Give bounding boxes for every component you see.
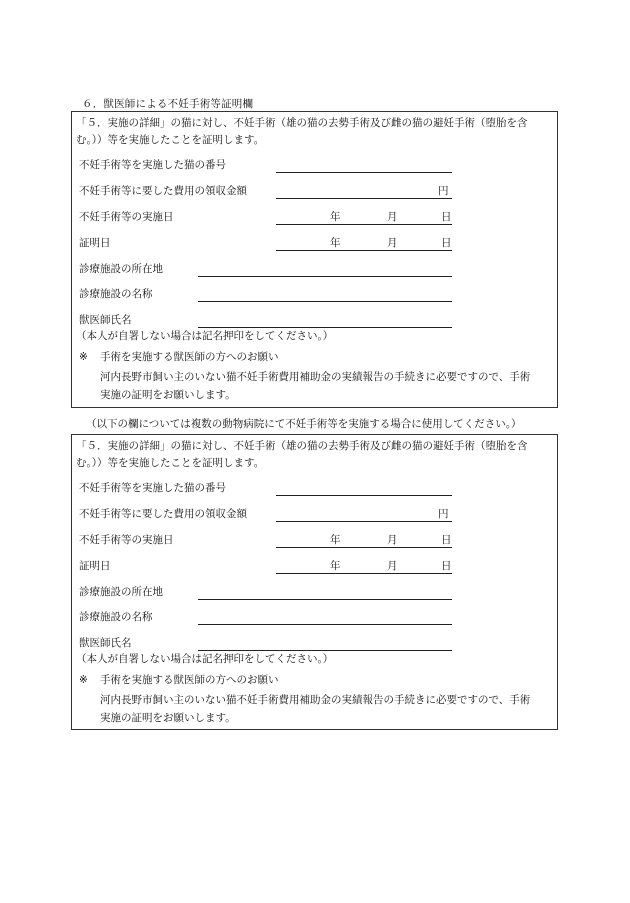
receipt-field[interactable] bbox=[276, 521, 452, 522]
year-unit: 年 bbox=[330, 560, 341, 572]
signature-note: （本人が自署しない場合は記名押印をしてください。） bbox=[76, 330, 334, 342]
certificate-box-2 bbox=[71, 434, 558, 730]
receipt-label: 不妊手術等に要した費用の領収金額 bbox=[79, 508, 247, 520]
year-unit: 年 bbox=[330, 211, 341, 223]
request-line-2: 実施の証明をお願いします。 bbox=[100, 712, 236, 724]
month-unit: 月 bbox=[387, 237, 398, 249]
clinic-name-label: 診療施設の名称 bbox=[79, 611, 153, 623]
cert-date-field[interactable] bbox=[276, 573, 452, 574]
clinic-address-label: 診療施設の所在地 bbox=[79, 586, 163, 598]
vet-name-label: 獣医師氏名 bbox=[79, 637, 132, 649]
clinic-address-field[interactable] bbox=[198, 599, 452, 600]
clinic-name-field[interactable] bbox=[198, 624, 452, 625]
day-unit: 日 bbox=[441, 237, 452, 249]
request-mark: ※ bbox=[79, 351, 88, 363]
certificate-box-1 bbox=[71, 111, 558, 408]
intro-line-2: む。））等を実施したことを証明します。 bbox=[76, 134, 265, 146]
surgery-date-field[interactable] bbox=[276, 224, 452, 225]
clinic-name-field[interactable] bbox=[198, 301, 452, 302]
cert-date-label: 証明日 bbox=[79, 237, 111, 249]
month-unit: 月 bbox=[387, 560, 398, 572]
request-line-2: 実施の証明をお願いします。 bbox=[100, 389, 236, 401]
receipt-field[interactable] bbox=[276, 198, 452, 199]
receipt-label: 不妊手術等に要した費用の領収金額 bbox=[79, 185, 247, 197]
day-unit: 日 bbox=[441, 211, 452, 223]
cert-date-label: 証明日 bbox=[79, 560, 111, 572]
day-unit: 日 bbox=[441, 560, 452, 572]
yen-unit: 円 bbox=[438, 508, 449, 520]
surgery-date-label: 不妊手術等の実施日 bbox=[79, 534, 174, 546]
request-mark: ※ bbox=[79, 674, 88, 686]
intro-line-1: 「５．実施の詳細」の猫に対し、不妊手術（雄の猫の去勢手術及び雌の猫の避妊手術（堕胎を含 bbox=[76, 117, 528, 129]
year-unit: 年 bbox=[330, 237, 341, 249]
year-unit: 年 bbox=[330, 534, 341, 546]
request-line-1: 河内長野市飼い主のいない猫不妊手術費用補助金の実績報告の手続きに必要ですので、手術 bbox=[100, 694, 531, 706]
cat-number-field[interactable] bbox=[276, 172, 452, 173]
section-title: ６．獣医師による不妊手術等証明欄 bbox=[82, 98, 254, 110]
intro-line-1: 「５．実施の詳細」の猫に対し、不妊手術（雄の猫の去勢手術及び雌の猫の避妊手術（堕胎を含 bbox=[76, 440, 528, 452]
vet-name-label: 獣医師氏名 bbox=[79, 314, 132, 326]
request-title: 手術を実施する獣医師の方へのお願い bbox=[100, 351, 279, 363]
intro-line-2: む。））等を実施したことを証明します。 bbox=[76, 457, 265, 469]
vet-name-field[interactable] bbox=[198, 650, 452, 651]
surgery-date-field[interactable] bbox=[276, 547, 452, 548]
vet-name-field[interactable] bbox=[198, 327, 452, 328]
signature-note: （本人が自署しない場合は記名押印をしてください。） bbox=[76, 653, 334, 665]
cat-number-label: 不妊手術等を実施した猫の番号 bbox=[79, 482, 226, 494]
yen-unit: 円 bbox=[438, 185, 449, 197]
clinic-address-label: 診療施設の所在地 bbox=[79, 263, 163, 275]
month-unit: 月 bbox=[387, 211, 398, 223]
surgery-date-label: 不妊手術等の実施日 bbox=[79, 211, 174, 223]
clinic-address-field[interactable] bbox=[198, 276, 452, 277]
cert-date-field[interactable] bbox=[276, 250, 452, 251]
request-title: 手術を実施する獣医師の方へのお願い bbox=[100, 674, 279, 686]
month-unit: 月 bbox=[387, 534, 398, 546]
clinic-name-label: 診療施設の名称 bbox=[79, 288, 153, 300]
cat-number-label: 不妊手術等を実施した猫の番号 bbox=[79, 159, 226, 171]
cat-number-field[interactable] bbox=[276, 495, 452, 496]
between-note: （以下の欄については複数の動物病院にて不妊手術等を実施する場合に使用してください。） bbox=[86, 418, 522, 430]
day-unit: 日 bbox=[441, 534, 452, 546]
request-line-1: 河内長野市飼い主のいない猫不妊手術費用補助金の実績報告の手続きに必要ですので、手術 bbox=[100, 371, 531, 383]
